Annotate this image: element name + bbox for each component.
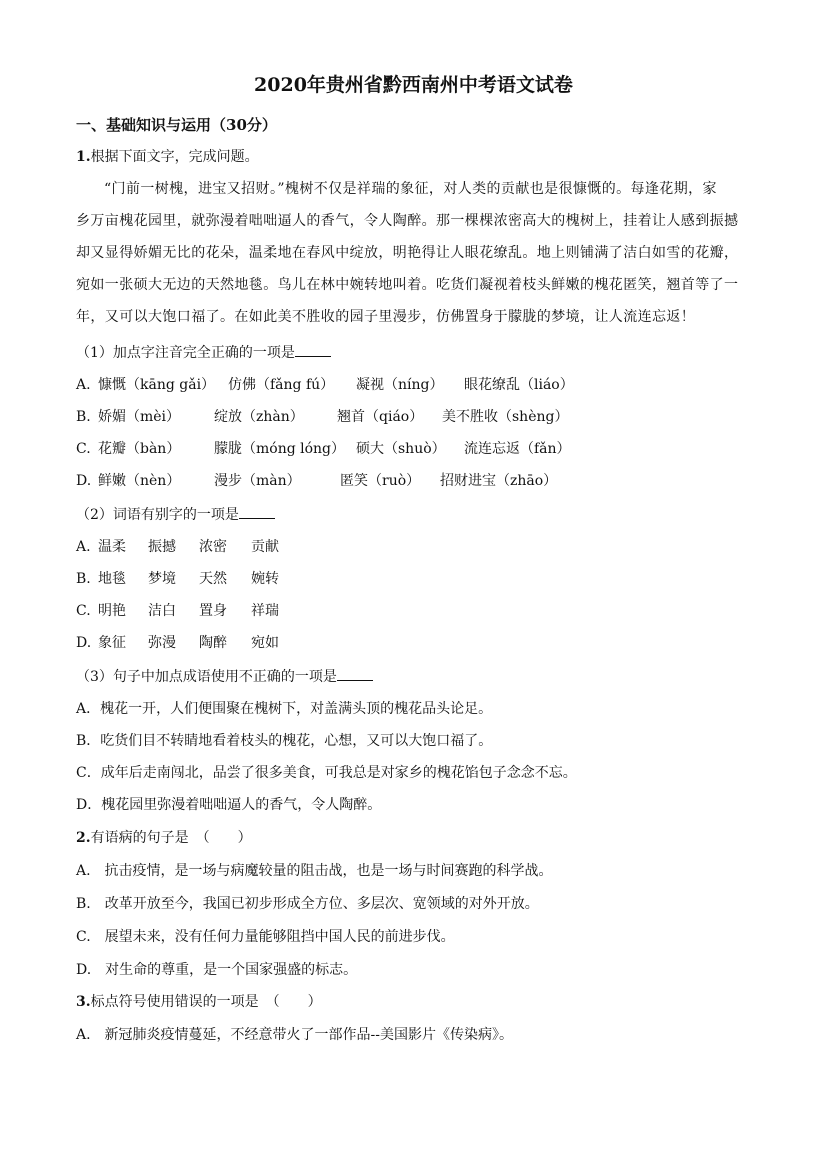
passage-line: “门前一树槐，进宝又招财。”槐树不仅是祥瑞的象征，对人类的贡献也是很慷慨的。每逢花期，家 (104, 181, 717, 197)
sub-question-3 (76, 668, 373, 686)
question-stem: 有语病的句子是 （ ） (90, 830, 252, 846)
option-label: C. (76, 603, 91, 619)
passage-line: 宛如一张硕大无边的天然地毯。鸟儿在林中婉转地叫着。吃货们凝视着枝头鲜嫩的槐花匿笑，翘首等了一 (76, 277, 739, 293)
option-item: 浓密 (199, 539, 227, 555)
option-item: 仿佛（fǎng fú） (228, 377, 335, 393)
option-item: 美不胜收（shèng） (442, 409, 569, 425)
sub-question-1 (76, 344, 331, 362)
sub-question-stem: （1）加点字注音完全正确的一项是 (76, 345, 295, 361)
option-line: B. 改革开放至今，我国已初步形成全方位、多层次、宽领域的对外开放。 (76, 896, 539, 912)
answer-blank (295, 344, 331, 357)
option-label: C. (76, 441, 91, 457)
option-line: C．成年后走南闯北，品尝了很多美食，可我总是对家乡的槐花馅包子念念不忘。 (76, 765, 577, 781)
option-line: D. 对生命的尊重，是一个国家强盛的标志。 (76, 962, 358, 978)
option-item: 置身 (199, 603, 227, 619)
option-item: 祥瑞 (251, 603, 279, 619)
option-item: 洁白 (148, 603, 176, 619)
question-stem: 标点符号使用错误的一项是 （ ） (90, 994, 322, 1010)
option-item: 鲜嫩（nèn） (98, 473, 181, 489)
option-item: 地毯 (98, 571, 126, 587)
option-item: 慷慨（kāng gǎi） (98, 377, 216, 393)
option-item: 翘首（qiáo） (337, 409, 424, 425)
option-item: 花瓣（bàn） (98, 441, 181, 457)
option-item: 梦境 (148, 571, 176, 587)
answer-blank (239, 506, 275, 519)
option-line: C. 展望未来，没有任何力量能够阻挡中国人民的前进步伐。 (76, 929, 455, 945)
option-item: 明艳 (98, 603, 126, 619)
option-item: 温柔 (98, 539, 126, 555)
option-item: 娇媚（mèi） (98, 409, 181, 425)
question-2 (76, 829, 252, 847)
sub-question-2 (76, 506, 275, 524)
sub-question-stem: （3）句子中加点成语使用不正确的一项是 (76, 669, 337, 685)
question-stem: 根据下面文字，完成问题。 (90, 149, 259, 165)
page-title: 2020年贵州省黔西南州中考语文试卷 (254, 74, 573, 96)
option-item: 振撼 (148, 539, 176, 555)
option-item: 陶醉 (199, 635, 227, 651)
option-item: 婉转 (251, 571, 279, 587)
option-line: A．槐花一开，人们便围聚在槐树下，对盖满头顶的槐花品头论足。 (76, 701, 493, 717)
option-label: D. (76, 635, 92, 651)
option-line: B．吃货们目不转睛地看着枝头的槐花，心想，又可以大饱口福了。 (76, 733, 493, 749)
question-number: 2. (76, 830, 91, 846)
option-line: A. 抗击疫情，是一场与病魔较量的阻击战，也是一场与时间赛跑的科学战。 (76, 863, 553, 879)
option-label: B. (76, 571, 91, 587)
option-item: 眼花缭乱（liáo） (464, 377, 574, 393)
option-item: 贡献 (251, 539, 279, 555)
option-label: A. (76, 539, 91, 555)
option-item: 招财进宝（zhāo） (440, 473, 558, 489)
option-item: 绽放（zhàn） (214, 409, 304, 425)
option-line: A. 新冠肺炎疫情蔓延，不经意带火了一部作品--美国影片《传染病》。 (76, 1027, 514, 1043)
option-label: A. (76, 377, 91, 393)
option-line: D．槐花园里弥漫着咄咄逼人的香气，令人陶醉。 (76, 797, 382, 813)
passage-line: 乡万亩槐花园里，就弥漫着咄咄逼人的香气，令人陶醉。那一棵棵浓密高大的槐树上，挂着让人感到振撼 (76, 213, 739, 229)
answer-blank (337, 668, 373, 681)
option-item: 宛如 (251, 635, 279, 651)
sub-question-stem: （2）词语有别字的一项是 (76, 507, 239, 523)
option-item: 凝视（níng） (356, 377, 444, 393)
option-item: 匿笑（ruò） (340, 473, 421, 489)
question-3 (76, 993, 322, 1011)
question-number: 1. (76, 149, 91, 165)
option-item: 朦胧（móng lóng） (214, 441, 346, 457)
option-item: 流连忘返（fǎn） (464, 441, 571, 457)
option-label: B. (76, 409, 91, 425)
option-item: 弥漫 (148, 635, 176, 651)
option-label: D. (76, 473, 92, 489)
passage-line: 年，又可以大饱口福了。在如此美不胜收的园子里漫步，仿佛置身于朦胧的梦境，让人流连忘返！ (76, 309, 696, 325)
option-item: 象征 (98, 635, 126, 651)
passage-line: 却又显得娇媚无比的花朵，温柔地在春风中绽放，明艳得让人眼花缭乱。地上则铺满了洁白如雪的花瓣， (76, 245, 739, 261)
option-item: 漫步（màn） (214, 473, 301, 489)
question-1 (76, 148, 259, 166)
question-number: 3. (76, 994, 91, 1010)
option-item: 天然 (199, 571, 227, 587)
option-item: 硕大（shuò） (356, 441, 446, 457)
section-heading: 一、基础知识与运用（30分） (76, 116, 277, 134)
